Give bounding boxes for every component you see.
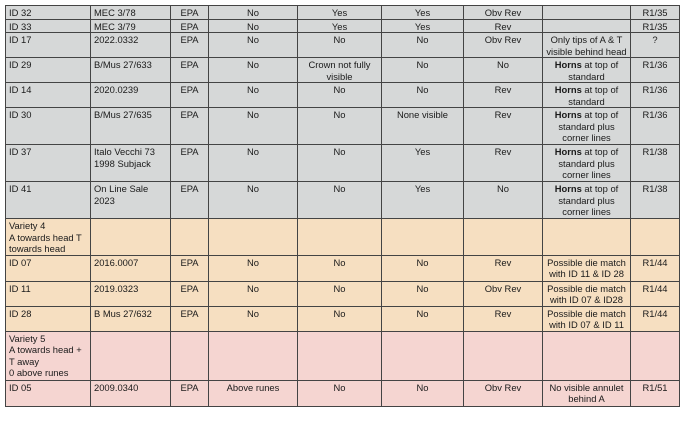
col-e-cell: No	[298, 83, 382, 108]
notes-text: at top of standard plus corner lines	[558, 109, 619, 143]
col-d-cell: No	[209, 83, 298, 108]
col-d-cell: No	[209, 19, 298, 33]
col-f-cell: No	[382, 58, 464, 83]
col-g-cell: Obv Rev	[464, 380, 543, 406]
col-e-cell: Crown not fully visible	[298, 58, 382, 83]
table-row	[6, 182, 680, 219]
variety-header-row	[6, 219, 680, 256]
reference-cell: MEC 3/78	[91, 6, 171, 20]
ref-code-cell: R1/36	[631, 108, 680, 145]
col-d-cell	[209, 331, 298, 380]
col-g-cell	[464, 331, 543, 380]
reference-cell: 2016.0007	[91, 255, 171, 281]
coin-catalogue-table	[5, 5, 680, 407]
table-row	[6, 58, 680, 83]
col-f-cell: No	[382, 380, 464, 406]
reference-cell: On Line Sale 2023	[91, 182, 171, 219]
col-f-cell	[382, 331, 464, 380]
notes-text: at top of standard	[568, 59, 619, 82]
col-c-cell: EPA	[171, 58, 209, 83]
id-cell: ID 11	[6, 281, 91, 306]
col-d-cell: No	[209, 182, 298, 219]
notes-cell	[543, 182, 631, 219]
col-c-cell: EPA	[171, 108, 209, 145]
col-g-cell: Rev	[464, 145, 543, 182]
table-row	[6, 306, 680, 331]
id-cell: ID 29	[6, 58, 91, 83]
col-c-cell: EPA	[171, 145, 209, 182]
col-c-cell: EPA	[171, 281, 209, 306]
notes-cell	[543, 58, 631, 83]
id-cell: ID 32	[6, 6, 91, 20]
reference-cell: Italo Vecchi 73 1998 Subjack	[91, 145, 171, 182]
ref-code-cell: R1/44	[631, 306, 680, 331]
notes-cell	[543, 331, 631, 380]
ref-code-cell: R1/44	[631, 255, 680, 281]
col-d-cell	[209, 219, 298, 256]
id-cell: ID 33	[6, 19, 91, 33]
col-g-cell: Rev	[464, 306, 543, 331]
col-c-cell: EPA	[171, 33, 209, 58]
col-e-cell: No	[298, 380, 382, 406]
ref-code-cell: R1/38	[631, 182, 680, 219]
id-cell: ID 05	[6, 380, 91, 406]
col-f-cell	[382, 219, 464, 256]
col-f-cell: No	[382, 83, 464, 108]
notes-emphasis: Horns	[554, 183, 582, 194]
col-d-cell: No	[209, 33, 298, 58]
notes-text: at top of standard plus corner lines	[558, 146, 619, 180]
id-cell: ID 41	[6, 182, 91, 219]
id-cell: ID 37	[6, 145, 91, 182]
notes-cell	[543, 219, 631, 256]
col-f-cell: No	[382, 306, 464, 331]
col-g-cell: Rev	[464, 83, 543, 108]
id-cell: ID 30	[6, 108, 91, 145]
col-d-cell: Above runes	[209, 380, 298, 406]
col-e-cell: No	[298, 255, 382, 281]
col-f-cell: Yes	[382, 145, 464, 182]
ref-code-cell: R1/44	[631, 281, 680, 306]
notes-cell	[543, 108, 631, 145]
notes-cell: Possible die match with ID 07 & ID28	[543, 281, 631, 306]
reference-cell: 2019.0323	[91, 281, 171, 306]
col-f-cell: No	[382, 281, 464, 306]
ref-code-cell	[631, 219, 680, 256]
id-cell: Variety 5 A towards head + T away 0 above runes	[6, 331, 91, 380]
reference-cell	[91, 219, 171, 256]
notes-cell	[543, 6, 631, 20]
notes-emphasis: Horns	[554, 59, 582, 70]
col-g-cell: No	[464, 58, 543, 83]
col-g-cell: No	[464, 182, 543, 219]
id-cell: ID 07	[6, 255, 91, 281]
col-e-cell: No	[298, 145, 382, 182]
notes-emphasis: Horns	[554, 84, 582, 95]
ref-code-cell: ?	[631, 33, 680, 58]
col-f-cell: No	[382, 255, 464, 281]
table-row	[6, 145, 680, 182]
col-c-cell: EPA	[171, 182, 209, 219]
col-g-cell: Obv Rev	[464, 33, 543, 58]
col-g-cell: Obv Rev	[464, 6, 543, 20]
col-g-cell	[464, 219, 543, 256]
reference-cell: B Mus 27/632	[91, 306, 171, 331]
col-d-cell: No	[209, 281, 298, 306]
notes-cell: Possible die match with ID 11 & ID 28	[543, 255, 631, 281]
reference-cell: B/Mus 27/635	[91, 108, 171, 145]
col-c-cell: EPA	[171, 83, 209, 108]
col-e-cell: No	[298, 108, 382, 145]
col-e-cell: Yes	[298, 6, 382, 20]
reference-cell: 2020.0239	[91, 83, 171, 108]
notes-text: at top of standard plus corner lines	[558, 183, 619, 217]
notes-emphasis: Horns	[554, 146, 582, 157]
ref-code-cell: R1/35	[631, 19, 680, 33]
id-cell: ID 14	[6, 83, 91, 108]
col-c-cell	[171, 219, 209, 256]
notes-cell	[543, 145, 631, 182]
notes-cell	[543, 19, 631, 33]
table-row	[6, 33, 680, 58]
col-e-cell: No	[298, 33, 382, 58]
reference-cell: 2022.0332	[91, 33, 171, 58]
id-cell: Variety 4 A towards head T towards head	[6, 219, 91, 256]
col-e-cell: No	[298, 182, 382, 219]
col-g-cell: Rev	[464, 255, 543, 281]
col-c-cell: EPA	[171, 306, 209, 331]
col-d-cell: No	[209, 145, 298, 182]
table-row	[6, 380, 680, 406]
col-e-cell: No	[298, 306, 382, 331]
col-c-cell: EPA	[171, 255, 209, 281]
reference-cell	[91, 331, 171, 380]
col-f-cell: No	[382, 33, 464, 58]
table-row	[6, 281, 680, 306]
col-c-cell: EPA	[171, 6, 209, 20]
table-body	[6, 6, 680, 407]
notes-cell: Only tips of A & T visible behind head	[543, 33, 631, 58]
col-f-cell: Yes	[382, 19, 464, 33]
col-d-cell: No	[209, 6, 298, 20]
notes-cell	[543, 83, 631, 108]
notes-cell: No visible annulet behind A	[543, 380, 631, 406]
col-f-cell: None visible	[382, 108, 464, 145]
col-d-cell: No	[209, 108, 298, 145]
notes-cell: Possible die match with ID 07 & ID 11	[543, 306, 631, 331]
col-g-cell: Rev	[464, 108, 543, 145]
col-c-cell: EPA	[171, 380, 209, 406]
notes-text: at top of standard	[568, 84, 619, 107]
col-c-cell	[171, 331, 209, 380]
ref-code-cell: R1/51	[631, 380, 680, 406]
col-f-cell: Yes	[382, 6, 464, 20]
col-d-cell: No	[209, 58, 298, 83]
table-row	[6, 19, 680, 33]
col-g-cell: Rev	[464, 19, 543, 33]
reference-cell: B/Mus 27/633	[91, 58, 171, 83]
ref-code-cell: R1/36	[631, 58, 680, 83]
col-e-cell	[298, 219, 382, 256]
id-cell: ID 17	[6, 33, 91, 58]
col-d-cell: No	[209, 306, 298, 331]
ref-code-cell: R1/36	[631, 83, 680, 108]
id-cell: ID 28	[6, 306, 91, 331]
ref-code-cell: R1/35	[631, 6, 680, 20]
table-row	[6, 6, 680, 20]
col-e-cell	[298, 331, 382, 380]
col-d-cell: No	[209, 255, 298, 281]
table-row	[6, 83, 680, 108]
col-e-cell: No	[298, 281, 382, 306]
reference-cell: 2009.0340	[91, 380, 171, 406]
ref-code-cell	[631, 331, 680, 380]
col-e-cell: Yes	[298, 19, 382, 33]
ref-code-cell: R1/38	[631, 145, 680, 182]
variety-header-row	[6, 331, 680, 380]
col-f-cell: Yes	[382, 182, 464, 219]
col-c-cell: EPA	[171, 19, 209, 33]
col-g-cell: Obv Rev	[464, 281, 543, 306]
table-row	[6, 108, 680, 145]
table-row	[6, 255, 680, 281]
reference-cell: MEC 3/79	[91, 19, 171, 33]
notes-emphasis: Horns	[554, 109, 582, 120]
